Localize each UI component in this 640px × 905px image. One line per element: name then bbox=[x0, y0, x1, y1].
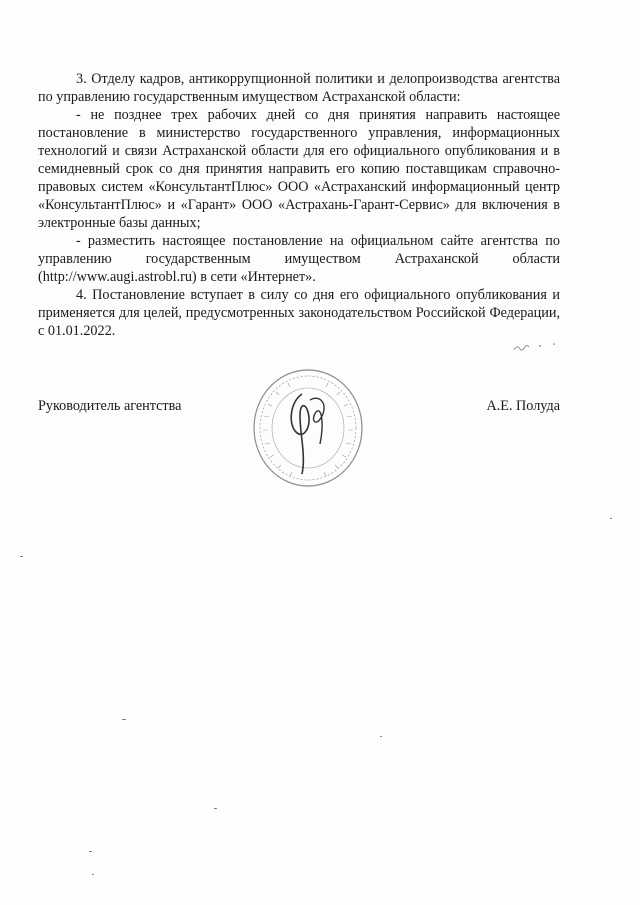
scan-speck bbox=[92, 874, 94, 875]
margin-mark-icon bbox=[510, 340, 560, 354]
handwritten-signature-icon bbox=[291, 394, 309, 474]
scan-speck bbox=[380, 736, 382, 737]
signer-name: А.Е. Полуда bbox=[486, 398, 560, 414]
paragraph-3: 3. Отделу кадров, антикоррупционной политики и делопроизводства агентства по управлению государственным имуществом Астраханской области: bbox=[38, 71, 560, 105]
official-seal-icon bbox=[250, 364, 366, 490]
paragraph-3-item-1: - не позднее трех рабочих дней со дня принятия направить настоящее постановление в министерство государственного управления, информационных технологий и связи Астраханской области для его официального опубликования и в семидневный срок со дня принятия направить его копию поставщикам справочно-правовых систем «КонсультантПлюс» ООО «Астраханский информационный центр «КонсультантПлюс» и «Гарант» ООО «Астрахань-Гарант-Сервис» для включения в электронные базы данных; bbox=[38, 107, 560, 231]
scan-speck bbox=[89, 851, 92, 852]
paragraph-3-item-2: - разместить настоящее постановление на официальном сайте агентства по управлению государственным имуществом Астраханской области (http://www.augi.astrobl.ru) в сети «Интернет». bbox=[38, 233, 560, 285]
paragraph-4: 4. Постановление вступает в силу со дня его официального опубликования и применяется для целей, предусмотренных законодательством Российской Федерации, с 01.01.2022. bbox=[38, 287, 560, 339]
scan-speck bbox=[610, 518, 612, 519]
scan-speck bbox=[20, 556, 23, 557]
scan-speck bbox=[214, 808, 217, 809]
signer-title: Руководитель агентства bbox=[38, 398, 182, 414]
document-body bbox=[38, 70, 560, 340]
scan-speck bbox=[122, 719, 126, 720]
